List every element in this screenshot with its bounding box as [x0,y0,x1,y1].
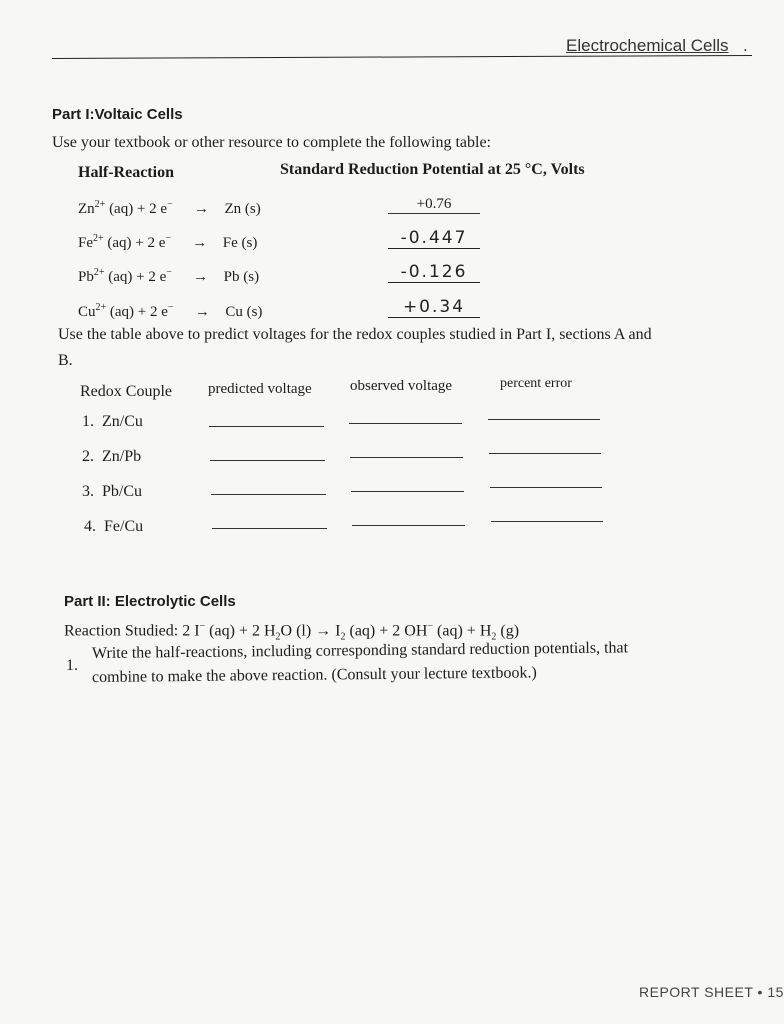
half-reaction-row [78,199,261,218]
electron-sign: − [167,302,174,313]
reaction-label: Reaction Studied: [64,622,179,640]
potential-answer[interactable]: +0.76 [388,196,480,214]
product: Zn (s) [224,201,261,217]
question-number: 1. [66,657,78,674]
error-blank[interactable] [491,521,603,522]
lhs: (aq) + 2 e [109,304,168,320]
couple-name: Fe/Cu [104,518,144,535]
potential-answer[interactable]: -0.447 [388,228,480,249]
question-text: Write the half-reactions, including corresponding standard reduction potentials, that [91,639,629,662]
half-reaction-row [78,302,262,321]
product: Fe (s) [222,235,258,251]
couple-name: Zn/Cu [102,413,143,430]
arrow-icon: → [192,235,208,251]
predict-instruction: Use the table above to predict voltages for the redox couples studied in Part I, sections A and [58,326,652,343]
redox-row [84,518,143,536]
ion: Pb [78,269,94,285]
row-number: 2. [82,448,94,465]
running-header: Electrochemical Cells [566,36,729,55]
predicted-blank[interactable] [209,426,324,427]
page-footer: REPORT SHEET • 15 [639,984,784,1000]
charge: 2+ [93,267,105,278]
redox-row [82,413,143,431]
error-blank[interactable] [489,453,601,454]
product: Pb (s) [223,269,260,285]
col-redox-couple: Redox Couple [80,383,172,400]
couple-name: Pb/Cu [102,483,143,500]
electron-sign: − [165,233,172,244]
error-blank[interactable] [488,419,600,420]
redox-row [82,483,142,501]
arrow-icon: → [194,304,210,320]
potential-answer[interactable]: -0.126 [388,262,480,283]
observed-blank[interactable] [351,491,464,492]
predicted-blank[interactable] [212,528,327,529]
col-predicted-voltage: predicted voltage [208,381,312,397]
header-rule [52,55,752,59]
arrow-icon: → [193,201,209,217]
part2-title: Part II: Electrolytic Cells [64,593,236,610]
observed-blank[interactable] [349,423,462,424]
electron-sign: − [166,267,172,278]
col-observed-voltage: observed voltage [350,378,453,394]
arrow-icon: → [193,269,209,285]
predicted-blank[interactable] [210,460,325,461]
couple-name: Zn/Pb [102,448,142,465]
ion: Zn [78,201,95,217]
predict-instruction-cont: B. [58,352,73,369]
error-blank[interactable] [490,487,602,488]
row-number: 1. [82,413,94,430]
ion: Fe [78,235,93,251]
potential-answer[interactable]: +0.34 [388,297,480,318]
row-number: 3. [82,483,94,500]
part1-instruction: Use your textbook or other resource to complete the following table: [52,134,491,151]
redox-row [82,448,141,466]
lhs: (aq) + 2 e [107,235,166,251]
row-number: 4. [84,518,96,535]
observed-blank[interactable] [352,525,465,526]
charge: 2+ [93,233,104,244]
half-reaction-row [78,233,257,252]
reaction-studied: Reaction Studied: 2 I− (aq) + 2 $H_2O$ $(l) \to I_2$ (aq) + 2 OH− $(aq) + H_2$ (g) [64,621,520,643]
half-reaction-row [78,267,259,286]
question-text-cont: combine to make the above reaction. (Consult your lecture textbook.) [91,664,537,686]
col-half-reaction: Half-Reaction [78,164,174,181]
lhs: (aq) + 2 e [108,269,167,285]
part1-title: Part I:Voltaic Cells [52,106,183,123]
ion: Cu [78,304,96,320]
observed-blank[interactable] [350,457,463,458]
col-percent-error: percent error [500,376,572,391]
lhs: (aq) + 2 e [109,201,168,217]
charge: 2+ [94,199,106,210]
electron-sign: − [167,199,173,210]
charge: 2+ [95,302,107,313]
product: Cu (s) [225,304,263,320]
header-dot: . [743,36,748,55]
predicted-blank[interactable] [211,494,326,495]
col-potential: Standard Reduction Potential at 25 °C, Volts [280,161,585,178]
